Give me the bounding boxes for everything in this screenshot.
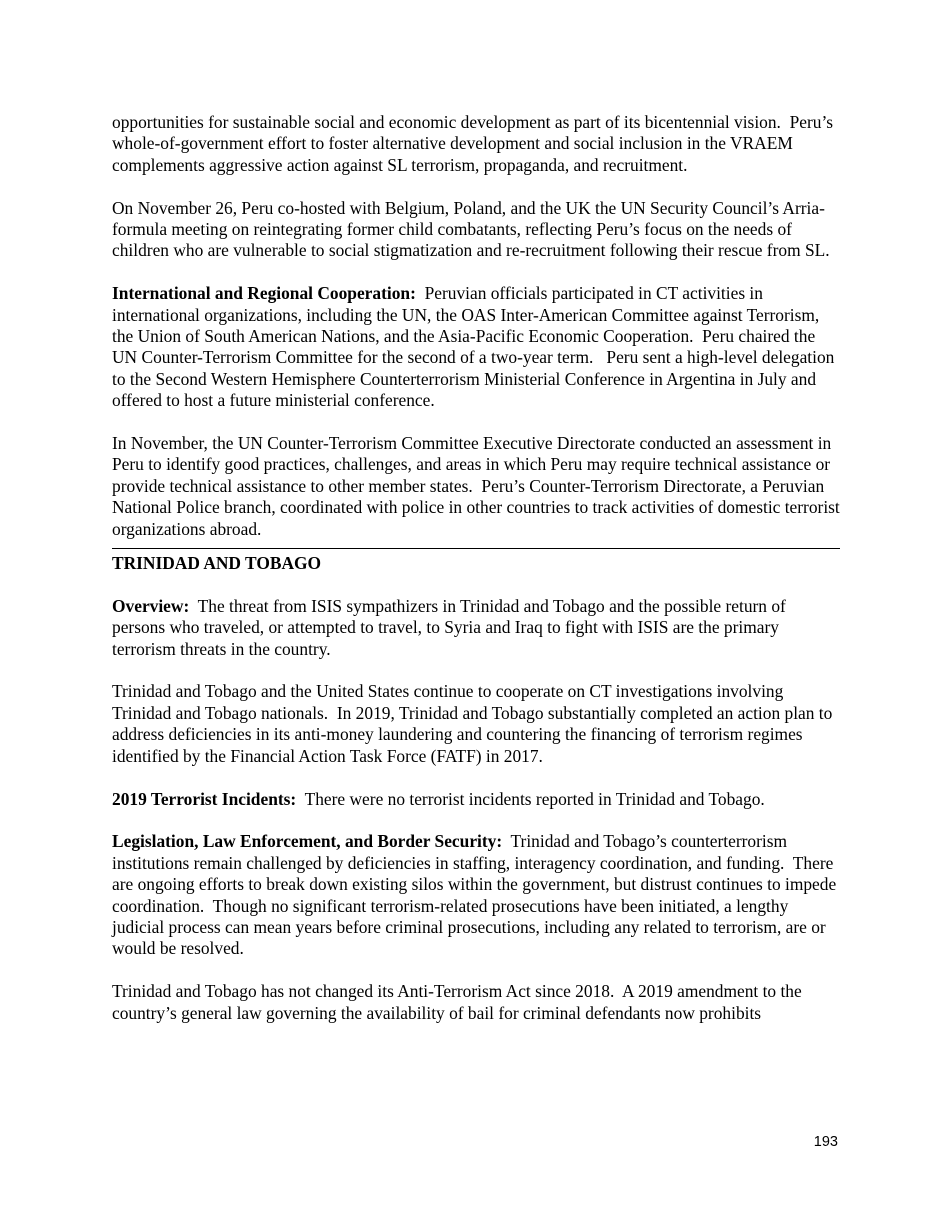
paragraph-cted-assessment (112, 433, 845, 540)
paragraph-text: There were no terrorist incidents reported in Trinidad and Tobago. (296, 788, 765, 809)
paragraph-legislation (112, 831, 840, 959)
paragraph-arria-formula (112, 198, 840, 262)
paragraph-text: Trinidad and Tobago’s counterterrorism institutions remain challenged by deficiencies in staffing, interagency coordination, and funding. There are ongoing efforts to break down existing silos within the government, but distrust continues to impede coordination. Though no significant terrorism-related prosecutions have been initiated, a lengthy judicial process can mean years before criminal prosecutions, including any related to terrorism, are or would be resolved. (112, 831, 841, 959)
paragraph-lead: Legislation, Law Enforcement, and Border Security: (112, 831, 503, 852)
paragraph-lead: 2019 Terrorist Incidents: (112, 788, 297, 809)
paragraph-text: Peruvian officials participated in CT activities in international organizations, including the UN, the OAS Inter-American Committee against Terrorism, the Union of South American Nations, and the Asia-Pacific Economic Cooperation. Peru chaired the UN Counter-Terrorism Committee for the second of a two-year term. Peru sent a high-level delegation to the Second Western Hemisphere Counterterrorism Ministerial Conference in Argentina in July and offered to host a future ministerial conference. (112, 283, 839, 411)
document-body (112, 112, 845, 1024)
page-number: 193 (813, 1134, 838, 1150)
paragraph-terrorist-incidents (112, 789, 840, 810)
paragraph-text: Trinidad and Tobago has not changed its Anti-Terrorism Act since 2018. A 2019 amendment to the country’s general law governing the availability of bail for criminal defendants now prohibits (112, 981, 807, 1023)
paragraph-lead: International and Regional Cooperation: (112, 283, 416, 304)
paragraph-ct-cooperation (112, 681, 840, 767)
paragraph-overview (112, 596, 840, 660)
paragraph-text: In November, the UN Counter-Terrorism Committee Executive Directorate conducted an assessment in Peru to identify good practices, challenges, and areas in which Peru may require technical assistance or provide technical assistance to other member states. Peru’s Counter-Terrorism Directorate, a Peruvian National Police branch, coordinated with police in other countries to track activities of domestic terrorist organizations abroad. (112, 433, 845, 539)
paragraph-bicentennial-vision (112, 112, 840, 176)
paragraph-text: opportunities for sustainable social and economic development as part of its bicentennial vision. Peru’s whole-of-government effort to foster alternative development and social inclusion in the VRAEM complements aggressive action against SL terrorism, propaganda, and recruitment. (112, 112, 838, 175)
paragraph-text: Trinidad and Tobago and the United States continue to cooperate on CT investigations involving Trinidad and Tobago nationals. In 2019, Trinidad and Tobago substantially completed an action plan to address deficiencies in its anti-money laundering and countering the financing of terrorism regimes identified by the Financial Action Task Force (FATF) in 2017. (112, 681, 837, 766)
section-heading: TRINIDAD AND TOBAGO (112, 553, 322, 574)
paragraph-anti-terrorism-act (112, 981, 840, 1024)
paragraph-text: The threat from ISIS sympathizers in Trinidad and Tobago and the possible return of persons who traveled, or attempted to travel, to Syria and Iraq to fight with ISIS are the primary terrorism threats in the country. (112, 595, 791, 659)
paragraph-lead: Overview: (112, 595, 190, 616)
paragraph-text: On November 26, Peru co-hosted with Belgium, Poland, and the UK the UN Security Council’s Arria-formula meeting on reintegrating former child combatants, reflecting Peru’s focus on the needs of children who are vulnerable to social stigmatization and re-recruitment following their rescue from SL. (112, 197, 830, 261)
section-divider (112, 548, 840, 549)
paragraph-international-cooperation (112, 283, 840, 411)
